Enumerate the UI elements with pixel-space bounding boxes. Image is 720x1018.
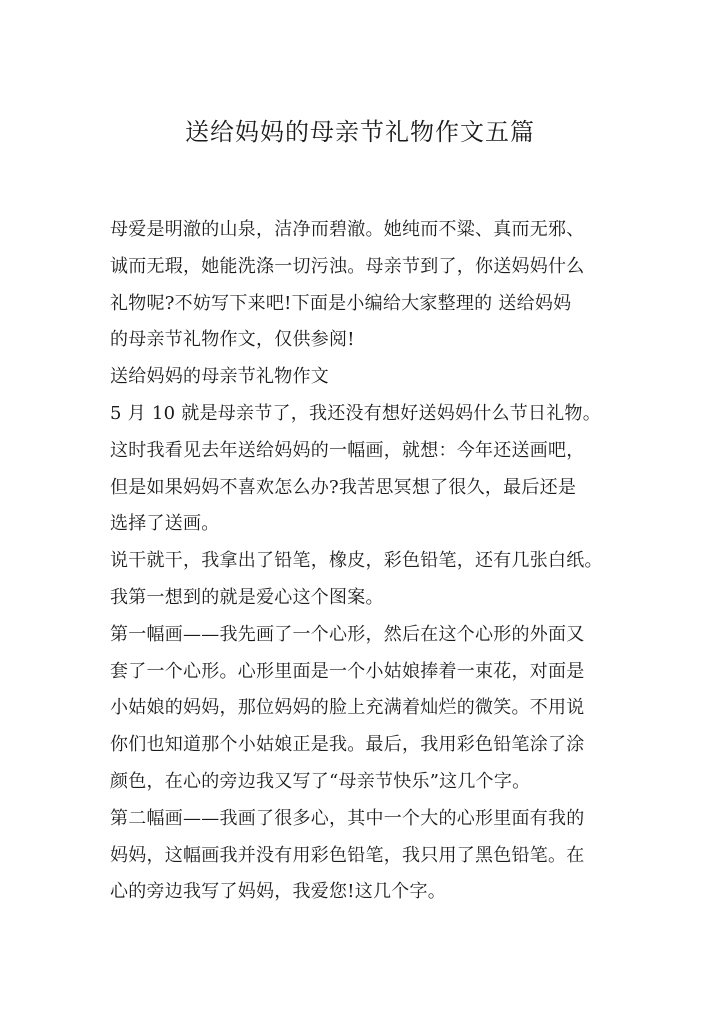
text-line: 你们也知道那个小姑娘正是我。最后，我用彩色铅笔涂了涂 xyxy=(110,734,585,756)
text-line: 心的旁边我写了妈妈，我爱您!这几个字。 xyxy=(110,881,446,903)
document-body xyxy=(110,212,615,911)
text-line: 我第一想到的就是爱心这个图案。 xyxy=(110,586,384,608)
text-line: 妈妈，这幅画我并没有用彩色铅笔，我只用了黑色铅笔。在 xyxy=(110,844,585,866)
text-line: 第二幅画——我画了很多心，其中一个大的心形里面有我的 xyxy=(110,807,585,829)
text-line: 小姑娘的妈妈，那位妈妈的脸上充满着灿烂的微笑。不用说 xyxy=(110,697,585,719)
text-line: 但是如果妈妈不喜欢怎么办?我苦思冥想了很久，最后还是 xyxy=(110,476,577,498)
text-line: 母爱是明澈的山泉，洁净而碧澈。她纯而不粱、真而无邪、 xyxy=(110,219,585,240)
text-line: 第一幅画——我先画了一个心形，然后在这个心形的外面又 xyxy=(110,623,585,645)
text-line: 选择了送画。 xyxy=(110,513,220,535)
text-line: 颜色，在心的旁边我又写了“母亲节快乐”这几个字。 xyxy=(110,770,531,792)
text-line: 5 月 10 就是母亲节了，我还没有想好送妈妈什么节日礼物。 xyxy=(110,402,602,424)
text-line: 的母亲节礼物作文，仅供参阅! xyxy=(110,329,355,351)
text-line: 套了一个心形。心形里面是一个小姑娘捧着一束花，对面是 xyxy=(110,660,585,682)
section-heading: 送给妈妈的母亲节礼物作文 xyxy=(110,366,329,388)
text-line: 诚而无瑕，她能洗涤一切污浊。母亲节到了，你送妈妈什么 xyxy=(110,255,585,277)
document-title: 送给妈妈的母亲节礼物作文五篇 xyxy=(185,118,535,146)
text-line: 说干就干，我拿出了铅笔，橡皮，彩色铅笔，还有几张白纸。 xyxy=(110,550,603,572)
text-line: 礼物呢?不妨写下来吧!下面是小编给大家整理的 送给妈妈 xyxy=(110,292,572,314)
text-line: 这时我看见去年送给妈妈的一幅画，就想：今年还送画吧， xyxy=(110,439,585,461)
